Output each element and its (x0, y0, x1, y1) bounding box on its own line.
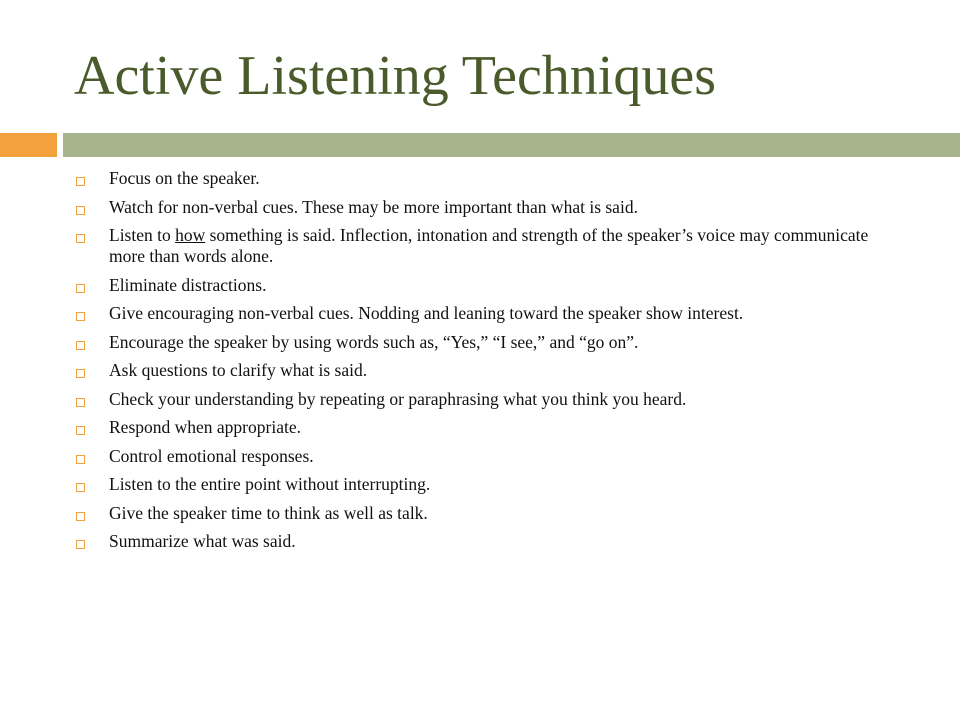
hollow-square-bullet-icon (76, 284, 85, 293)
underlined-emphasis: how (175, 225, 206, 245)
bullet-text (109, 225, 896, 267)
bullet-item (76, 474, 896, 495)
hollow-square-bullet-icon (76, 455, 85, 464)
bullet-list (76, 168, 896, 560)
bullet-item (76, 389, 896, 410)
hollow-square-bullet-icon (76, 512, 85, 521)
title-underline-bar (63, 133, 960, 157)
bullet-text-part: something is said. Inflection, intonation and strength of the speaker’s voice may communicate more than words alone. (109, 225, 869, 266)
bullet-item (76, 360, 896, 381)
accent-bar (0, 133, 57, 157)
bullet-item (76, 197, 896, 218)
hollow-square-bullet-icon (76, 398, 85, 407)
hollow-square-bullet-icon (76, 369, 85, 378)
bullet-item (76, 531, 896, 552)
bullet-item (76, 446, 896, 467)
bullet-text: Ask questions to clarify what is said. (109, 360, 368, 380)
bullet-text: Give encouraging non-verbal cues. Nodding and leaning toward the speaker show interest. (109, 303, 744, 323)
bullet-text: Give the speaker time to think as well as talk. (109, 502, 428, 523)
bullet-text-part: Listen to (109, 225, 176, 245)
bullet-text: Listen to the entire point without interrupting. (109, 474, 431, 494)
slide-title: Active Listening Techniques (74, 45, 717, 107)
bullet-text: Respond when appropriate. (109, 417, 301, 437)
bullet-text: Eliminate distractions. (109, 274, 267, 295)
bullet-text: Summarize what was said. (109, 531, 296, 551)
bullet-item (76, 275, 896, 296)
hollow-square-bullet-icon (76, 177, 85, 186)
hollow-square-bullet-icon (76, 483, 85, 492)
hollow-square-bullet-icon (76, 234, 85, 243)
bullet-item (76, 332, 896, 353)
bullet-item (76, 168, 896, 189)
hollow-square-bullet-icon (76, 206, 85, 215)
hollow-square-bullet-icon (76, 426, 85, 435)
bullet-text: Focus on the speaker. (109, 168, 260, 188)
bullet-item (76, 303, 896, 324)
bullet-item (76, 503, 896, 524)
hollow-square-bullet-icon (76, 312, 85, 321)
hollow-square-bullet-icon (76, 341, 85, 350)
bullet-item (76, 225, 896, 267)
bullet-text: Check your understanding by repeating or paraphrasing what you think you heard. (109, 388, 687, 409)
bullet-text: Control emotional responses. (109, 445, 314, 466)
hollow-square-bullet-icon (76, 540, 85, 549)
bullet-item (76, 417, 896, 438)
bullet-text: Watch for non-verbal cues. These may be more important than what is said. (109, 196, 638, 217)
bullet-text: Encourage the speaker by using words such as, “Yes,” “I see,” and “go on”. (109, 331, 639, 352)
